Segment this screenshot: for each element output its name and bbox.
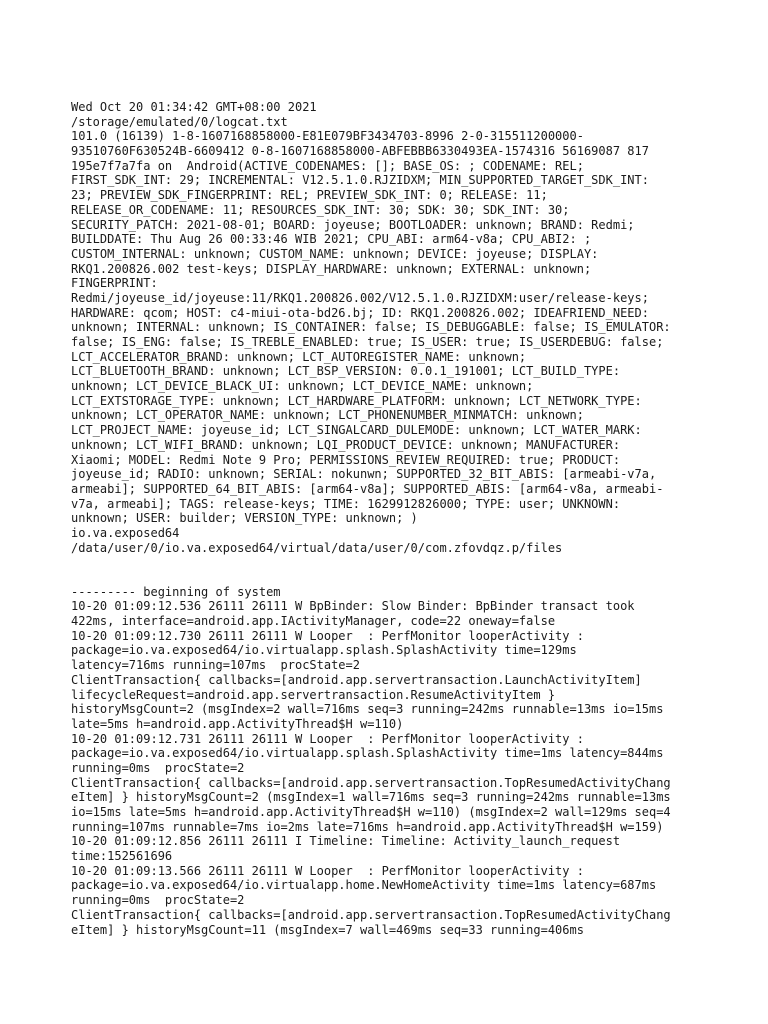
log-text-line: ClientTransaction{ callbacks=[android.app.servertransaction.TopResumedActivityChang: [71, 907, 671, 922]
header-text-line: v7a, armeabi]; TAGS: release-keys; TIME: 1629912826000; TYPE: user; UNKNOWN:: [71, 496, 621, 511]
header-text-line: unknown; USER: builder; VERSION_TYPE: unknown; ): [71, 511, 418, 526]
header-text-line: Wed Oct 20 01:34:42 GMT+08:00 2021: [71, 100, 317, 114]
log-text-line: package=io.va.exposed64/io.virtualapp.splash.SplashActivity time=129ms: [71, 643, 577, 658]
log-document: [71, 100, 761, 937]
header-text-line: 93510760F630524B-6609412 0-8-1607168858000-ABFEBBB6330493EA-1574316 56169087 817: [71, 144, 649, 159]
log-text-line: 422ms, interface=android.app.IActivityManager, code=22 oneway=false: [71, 614, 556, 629]
header-text-line: 101.0 (16139) 1-8-1607168858000-E81E079BF3434703-8996 2-0-315511200000-: [71, 129, 584, 144]
header-text-line: CUSTOM_INTERNAL: unknown; CUSTOM_NAME: unknown; DEVICE: joyeuse; DISPLAY:: [71, 246, 599, 261]
header-text-line: unknown; INTERNAL: unknown; IS_CONTAINER: false; IS_DEBUGGABLE: false; IS_EMULATOR:: [71, 320, 671, 335]
header-text-line: LCT_EXTSTORAGE_TYPE: unknown; LCT_HARDWARE_PLATFORM: unknown; LCT_NETWORK_TYPE:: [71, 393, 642, 408]
section-gap: [71, 555, 761, 584]
log-text-line: 10-20 01:09:12.856 26111 26111 I Timeline: Timeline: Activity_launch_request: [71, 834, 621, 849]
log-text-line: package=io.va.exposed64/io.virtualapp.home.NewHomeActivity time=1ms latency=687ms: [71, 878, 657, 893]
header-text-line: LCT_PROJECT_NAME: joyeuse_id; LCT_SINGALCARD_DULEMODE: unknown; LCT_WATER_MARK:: [71, 423, 642, 438]
log-text-line: latency=716ms running=107ms procState=2: [71, 658, 360, 673]
log-header-block: [71, 100, 761, 555]
log-text-line: ClientTransaction{ callbacks=[android.app.servertransaction.TopResumedActivityChang: [71, 775, 671, 790]
header-text-line: BUILDDATE: Thu Aug 26 00:33:46 WIB 2021; CPU_ABI: arm64-v8a; CPU_ABI2: ;: [71, 232, 592, 247]
header-text-line: HARDWARE: qcom; HOST: c4-miui-ota-bd26.bj; ID: RKQ1.200826.002; IDEAFRIEND_NEED:: [71, 305, 649, 320]
header-text-line: LCT_BLUETOOTH_BRAND: unknown; LCT_BSP_VERSION: 0.0.1_191001; LCT_BUILD_TYPE:: [71, 364, 621, 379]
log-text-line: 10-20 01:09:13.566 26111 26111 W Looper : PerfMonitor looperActivity :: [71, 863, 584, 878]
header-text-line: unknown; LCT_DEVICE_BLACK_UI: unknown; LCT_DEVICE_NAME: unknown;: [71, 379, 534, 394]
header-text-line: 195e7f7a7fa on Android(ACTIVE_CODENAMES: []; BASE_OS: ; CODENAME: REL;: [71, 158, 584, 173]
log-text-line: ClientTransaction{ callbacks=[android.app.servertransaction.LaunchActivityItem]: [71, 672, 642, 687]
header-text-line: FIRST_SDK_INT: 29; INCREMENTAL: V12.5.1.0.RJZIDXM; MIN_SUPPORTED_TARGET_SDK_INT:: [71, 173, 649, 188]
header-text-line: /storage/emulated/0/logcat.txt: [71, 114, 288, 129]
header-text-line: unknown; LCT_WIFI_BRAND: unknown; LQI_PRODUCT_DEVICE: unknown; MANUFACTURER:: [71, 437, 621, 452]
log-text-line: lifecycleRequest=android.app.servertransaction.ResumeActivityItem }: [71, 687, 556, 702]
header-text-line: 23; PREVIEW_SDK_FINGERPRINT: REL; PREVIEW_SDK_INT: 0; RELEASE: 11;: [71, 188, 548, 203]
header-text-line: Xiaomi; MODEL: Redmi Note 9 Pro; PERMISSIONS_REVIEW_REQUIRED: true; PRODUCT:: [71, 452, 621, 467]
log-text-line: --------- beginning of system: [71, 584, 281, 599]
log-text-line: io=15ms late=5ms h=android.app.ActivityThread$H w=110) (msgIndex=2 wall=129ms seq=4: [71, 805, 671, 820]
log-text-line: historyMsgCount=2 (msgIndex=2 wall=716ms seq=3 running=242ms runnable=13ms io=15ms: [71, 702, 664, 717]
log-text-line: running=107ms runnable=7ms io=2ms late=716ms h=android.app.ActivityThread$H w=159): [71, 819, 664, 834]
header-text-line: /data/user/0/io.va.exposed64/virtual/data/user/0/com.zfovdqz.p/files: [71, 540, 563, 555]
log-text-line: 10-20 01:09:12.731 26111 26111 W Looper : PerfMonitor looperActivity :: [71, 731, 584, 746]
header-text-line: RELEASE_OR_CODENAME: 11; RESOURCES_SDK_INT: 30; SDK: 30; SDK_INT: 30;: [71, 202, 570, 217]
header-text-line: RKQ1.200826.002 test-keys; DISPLAY_HARDWARE: unknown; EXTERNAL: unknown;: [71, 261, 592, 276]
log-text-line: running=0ms procState=2: [71, 760, 245, 775]
header-text-line: LCT_ACCELERATOR_BRAND: unknown; LCT_AUTOREGISTER_NAME: unknown;: [71, 349, 527, 364]
header-text-line: joyeuse_id; RADIO: unknown; SERIAL: nokunwn; SUPPORTED_32_BIT_ABIS: [armeabi-v7a,: [71, 467, 657, 482]
log-text-line: 10-20 01:09:12.730 26111 26111 W Looper : PerfMonitor looperActivity :: [71, 628, 584, 643]
log-text-line: late=5ms h=android.app.ActivityThread$H w=110): [71, 716, 404, 731]
header-text-line: armeabi]; SUPPORTED_64_BIT_ABIS: [arm64-v8a]; SUPPORTED_ABIS: [arm64-v8a, armeabi-: [71, 481, 664, 496]
log-text-line: time:152561696: [71, 849, 173, 864]
header-text-line: Redmi/joyeuse_id/joyeuse:11/RKQ1.200826.002/V12.5.1.0.RJZIDXM:user/release-keys;: [71, 290, 649, 305]
log-text-line: running=0ms procState=2: [71, 893, 245, 908]
log-text-line: eItem] } historyMsgCount=11 (msgIndex=7 wall=469ms seq=33 running=406ms: [71, 922, 584, 937]
log-text-line: 10-20 01:09:12.536 26111 26111 W BpBinder: Slow Binder: BpBinder transact took: [71, 599, 635, 614]
log-text-line: package=io.va.exposed64/io.virtualapp.splash.SplashActivity time=1ms latency=844ms: [71, 746, 664, 761]
system-log-block: [71, 585, 761, 938]
header-text-line: SECURITY_PATCH: 2021-08-01; BOARD: joyeuse; BOOTLOADER: unknown; BRAND: Redmi;: [71, 217, 635, 232]
header-text-line: false; IS_ENG: false; IS_TREBLE_ENABLED: true; IS_USER: true; IS_USERDEBUG: false;: [71, 335, 664, 349]
log-text-line: eItem] } historyMsgCount=2 (msgIndex=1 wall=716ms seq=3 running=242ms runnable=13ms: [71, 790, 671, 805]
header-text-line: unknown; LCT_OPERATOR_NAME: unknown; LCT_PHONENUMBER_MINMATCH: unknown;: [71, 408, 584, 423]
header-text-line: FINGERPRINT:: [71, 276, 158, 291]
header-text-line: io.va.exposed64: [71, 525, 180, 540]
